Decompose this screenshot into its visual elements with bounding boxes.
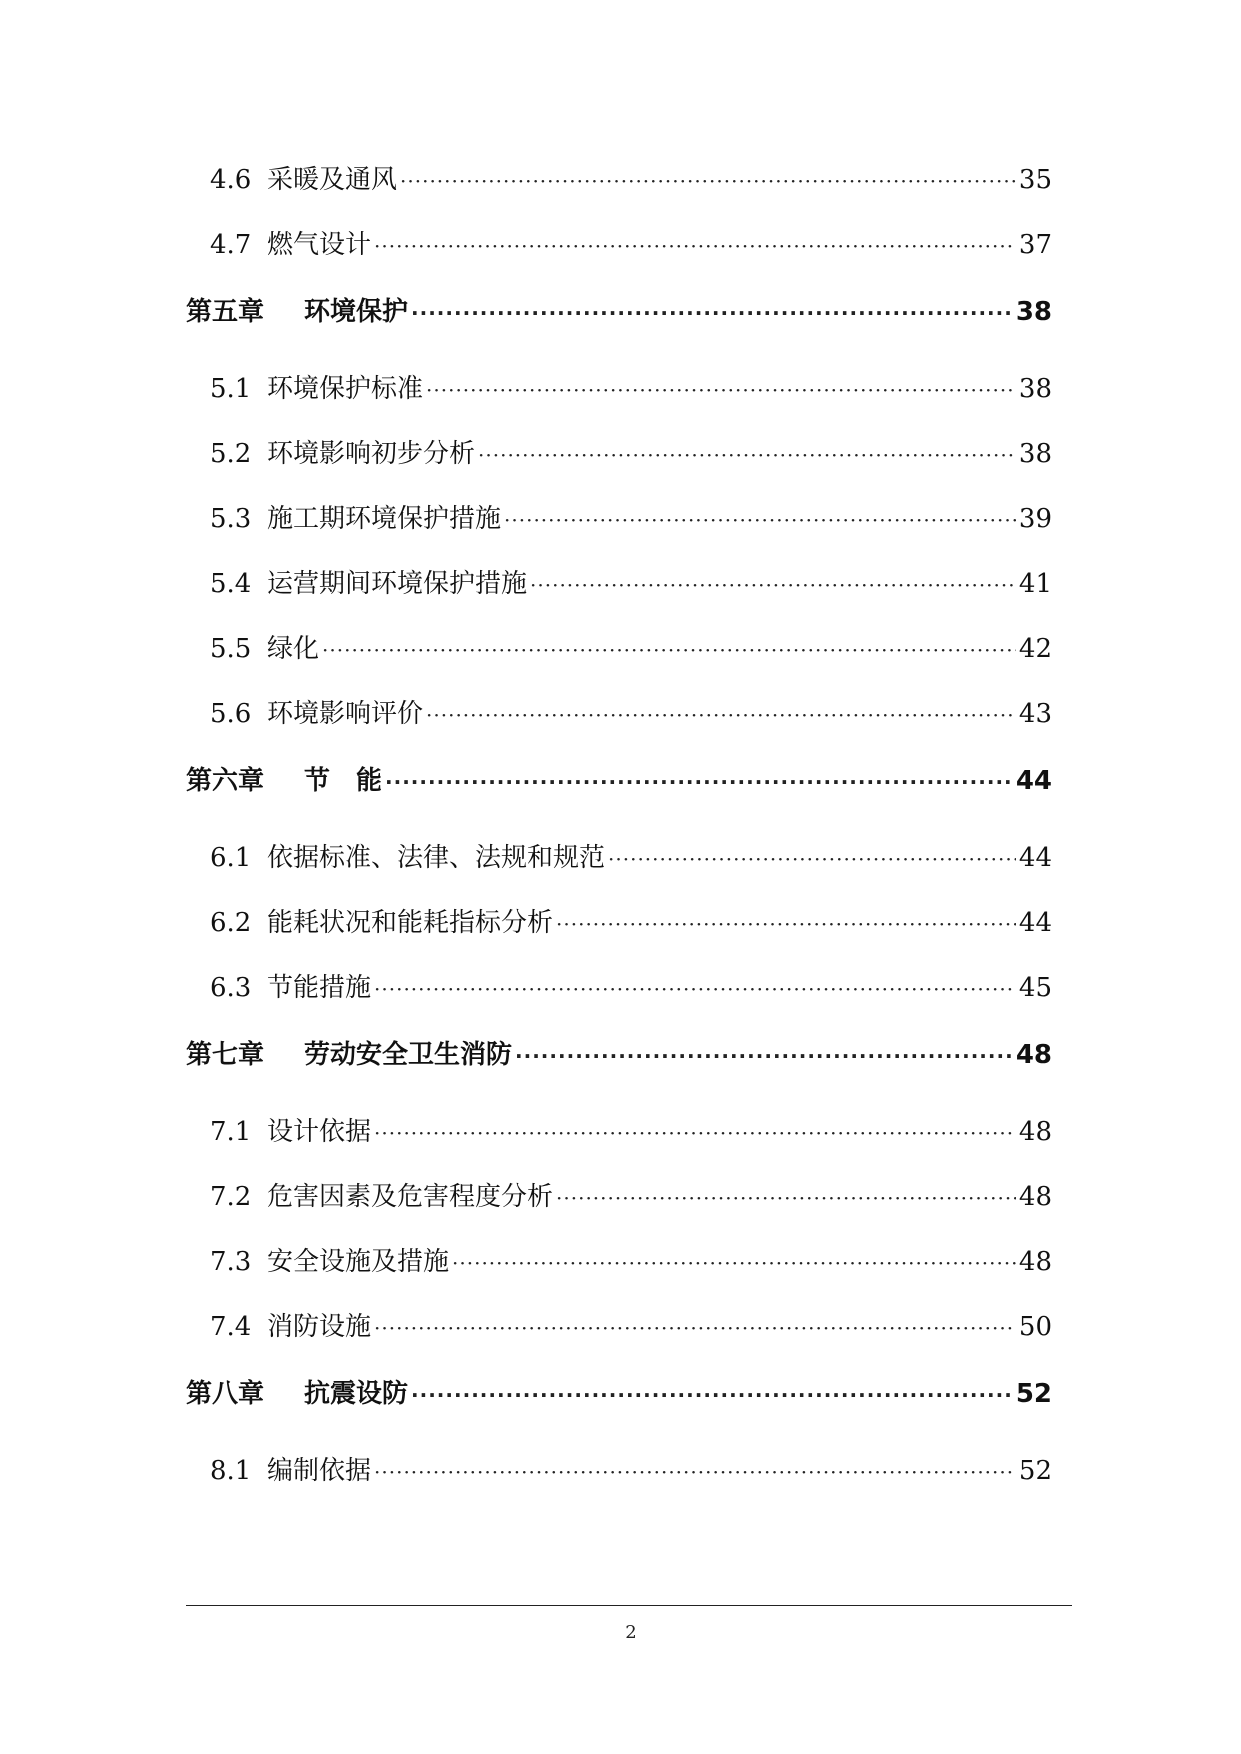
toc-entry-8-1[interactable]: [186, 1451, 1052, 1516]
toc-entry-number: 7.1: [210, 1117, 252, 1147]
dot-leader: [400, 161, 1016, 201]
toc-entry-page: 42: [1018, 634, 1052, 664]
dot-leader: [374, 1308, 1016, 1348]
dot-leader: [504, 500, 1016, 540]
dot-leader: [515, 1036, 1013, 1076]
dot-leader: [556, 904, 1016, 944]
toc-entry-6-1[interactable]: [186, 838, 1052, 903]
toc-entry-page: 43: [1018, 699, 1052, 729]
toc-entry-5-6[interactable]: [186, 694, 1052, 759]
toc-entry-title: 危害因素及危害程度分析: [267, 1182, 554, 1212]
toc-entry-page: 48: [1018, 1247, 1052, 1277]
toc-entry-page: 50: [1018, 1312, 1052, 1342]
dot-leader: [374, 1452, 1016, 1492]
toc-entry-page: 48: [1018, 1117, 1052, 1147]
toc-entry-page: 38: [1018, 374, 1052, 404]
toc-chapter-number: 第五章: [186, 297, 265, 327]
dot-leader: [374, 226, 1016, 266]
toc-entry-5-4[interactable]: [186, 564, 1052, 629]
toc-chapter-page: 44: [1015, 766, 1052, 796]
dot-leader: [322, 630, 1016, 670]
page-number: 2: [625, 1622, 637, 1643]
dot-leader: [385, 762, 1013, 802]
toc-entry-7-4[interactable]: [186, 1307, 1052, 1372]
toc-entry-title: 编制依据: [267, 1456, 372, 1486]
toc-entry-number: 7.3: [210, 1247, 252, 1277]
toc-entry-number: 5.5: [210, 634, 252, 664]
dot-leader: [426, 370, 1016, 410]
toc-entry-number: 5.4: [210, 569, 252, 599]
toc-chapter-6[interactable]: [186, 759, 1052, 838]
toc-entry-5-3[interactable]: [186, 499, 1052, 564]
toc-chapter-title: 环境保护: [304, 297, 409, 327]
dot-leader: [374, 969, 1016, 1009]
toc-entry-number: 5.2: [210, 439, 252, 469]
dot-leader: [374, 1113, 1016, 1153]
toc-entry-page: 41: [1018, 569, 1052, 599]
toc-chapter-5[interactable]: [186, 290, 1052, 369]
toc-entry-title: 能耗状况和能耗指标分析: [267, 908, 554, 938]
toc-entry-title: 运营期间环境保护措施: [267, 569, 528, 599]
toc-entry-6-3[interactable]: [186, 968, 1052, 1033]
toc-entry-number: 6.3: [210, 973, 252, 1003]
toc-entry-title: 施工期环境保护措施: [267, 504, 502, 534]
toc-entry-page: 37: [1018, 230, 1052, 260]
toc-entry-page: 38: [1018, 439, 1052, 469]
dot-leader: [411, 1375, 1013, 1415]
toc-entry-6-2[interactable]: [186, 903, 1052, 968]
dot-leader: [411, 293, 1013, 333]
toc-entry-number: 7.4: [210, 1312, 252, 1342]
toc-entry-title: 环境保护标准: [267, 374, 424, 404]
toc-chapter-page: 52: [1015, 1379, 1052, 1409]
toc-entry-number: 4.7: [210, 230, 252, 260]
toc-entry-page: 45: [1018, 973, 1052, 1003]
toc-entry-number: 6.1: [210, 843, 252, 873]
table-of-contents: [186, 160, 1052, 1516]
toc-entry-page: 39: [1018, 504, 1052, 534]
toc-entry-number: 8.1: [210, 1456, 252, 1486]
toc-entry-7-3[interactable]: [186, 1242, 1052, 1307]
toc-entry-title: 节能措施: [267, 973, 372, 1003]
toc-chapter-number: 第七章: [186, 1040, 265, 1070]
toc-entry-number: 7.2: [210, 1182, 252, 1212]
toc-entry-title: 依据标准、法律、法规和规范: [267, 843, 606, 873]
dot-leader: [426, 695, 1016, 735]
dot-leader: [478, 435, 1016, 475]
toc-entry-title: 环境影响初步分析: [267, 439, 476, 469]
toc-entry-page: 35: [1018, 165, 1052, 195]
toc-chapter-title: 抗震设防: [304, 1379, 409, 1409]
toc-chapter-7[interactable]: [186, 1033, 1052, 1112]
toc-chapter-title: 劳动安全卫生消防: [304, 1040, 513, 1070]
dot-leader: [608, 839, 1016, 879]
toc-chapter-page: 48: [1015, 1040, 1052, 1070]
toc-entry-title: 安全设施及措施: [267, 1247, 450, 1277]
toc-entry-title: 绿化: [267, 634, 320, 664]
toc-entry-number: 5.6: [210, 699, 252, 729]
toc-entry-5-2[interactable]: [186, 434, 1052, 499]
toc-entry-title: 消防设施: [267, 1312, 372, 1342]
toc-chapter-page: 38: [1015, 297, 1052, 327]
toc-entry-page: 44: [1018, 843, 1052, 873]
toc-entry-number: 5.1: [210, 374, 252, 404]
toc-entry-4-7[interactable]: [186, 225, 1052, 290]
toc-entry-title: 燃气设计: [267, 230, 372, 260]
toc-entry-page: 52: [1018, 1456, 1052, 1486]
toc-chapter-number: 第六章: [186, 766, 265, 796]
toc-entry-number: 6.2: [210, 908, 252, 938]
toc-chapter-8[interactable]: [186, 1372, 1052, 1451]
toc-entry-title: 采暖及通风: [267, 165, 398, 195]
footer-divider: [186, 1605, 1072, 1606]
toc-entry-7-2[interactable]: [186, 1177, 1052, 1242]
toc-entry-4-6[interactable]: [186, 160, 1052, 225]
toc-entry-page: 48: [1018, 1182, 1052, 1212]
toc-entry-page: 44: [1018, 908, 1052, 938]
toc-entry-5-1[interactable]: [186, 369, 1052, 434]
toc-entry-title: 设计依据: [267, 1117, 372, 1147]
toc-entry-number: 4.6: [210, 165, 252, 195]
toc-chapter-number: 第八章: [186, 1379, 265, 1409]
toc-entry-5-5[interactable]: [186, 629, 1052, 694]
dot-leader: [556, 1178, 1016, 1218]
toc-entry-number: 5.3: [210, 504, 252, 534]
toc-chapter-title: 节 能: [304, 766, 383, 796]
dot-leader: [452, 1243, 1016, 1283]
toc-entry-7-1[interactable]: [186, 1112, 1052, 1177]
dot-leader: [530, 565, 1016, 605]
toc-entry-title: 环境影响评价: [267, 699, 424, 729]
